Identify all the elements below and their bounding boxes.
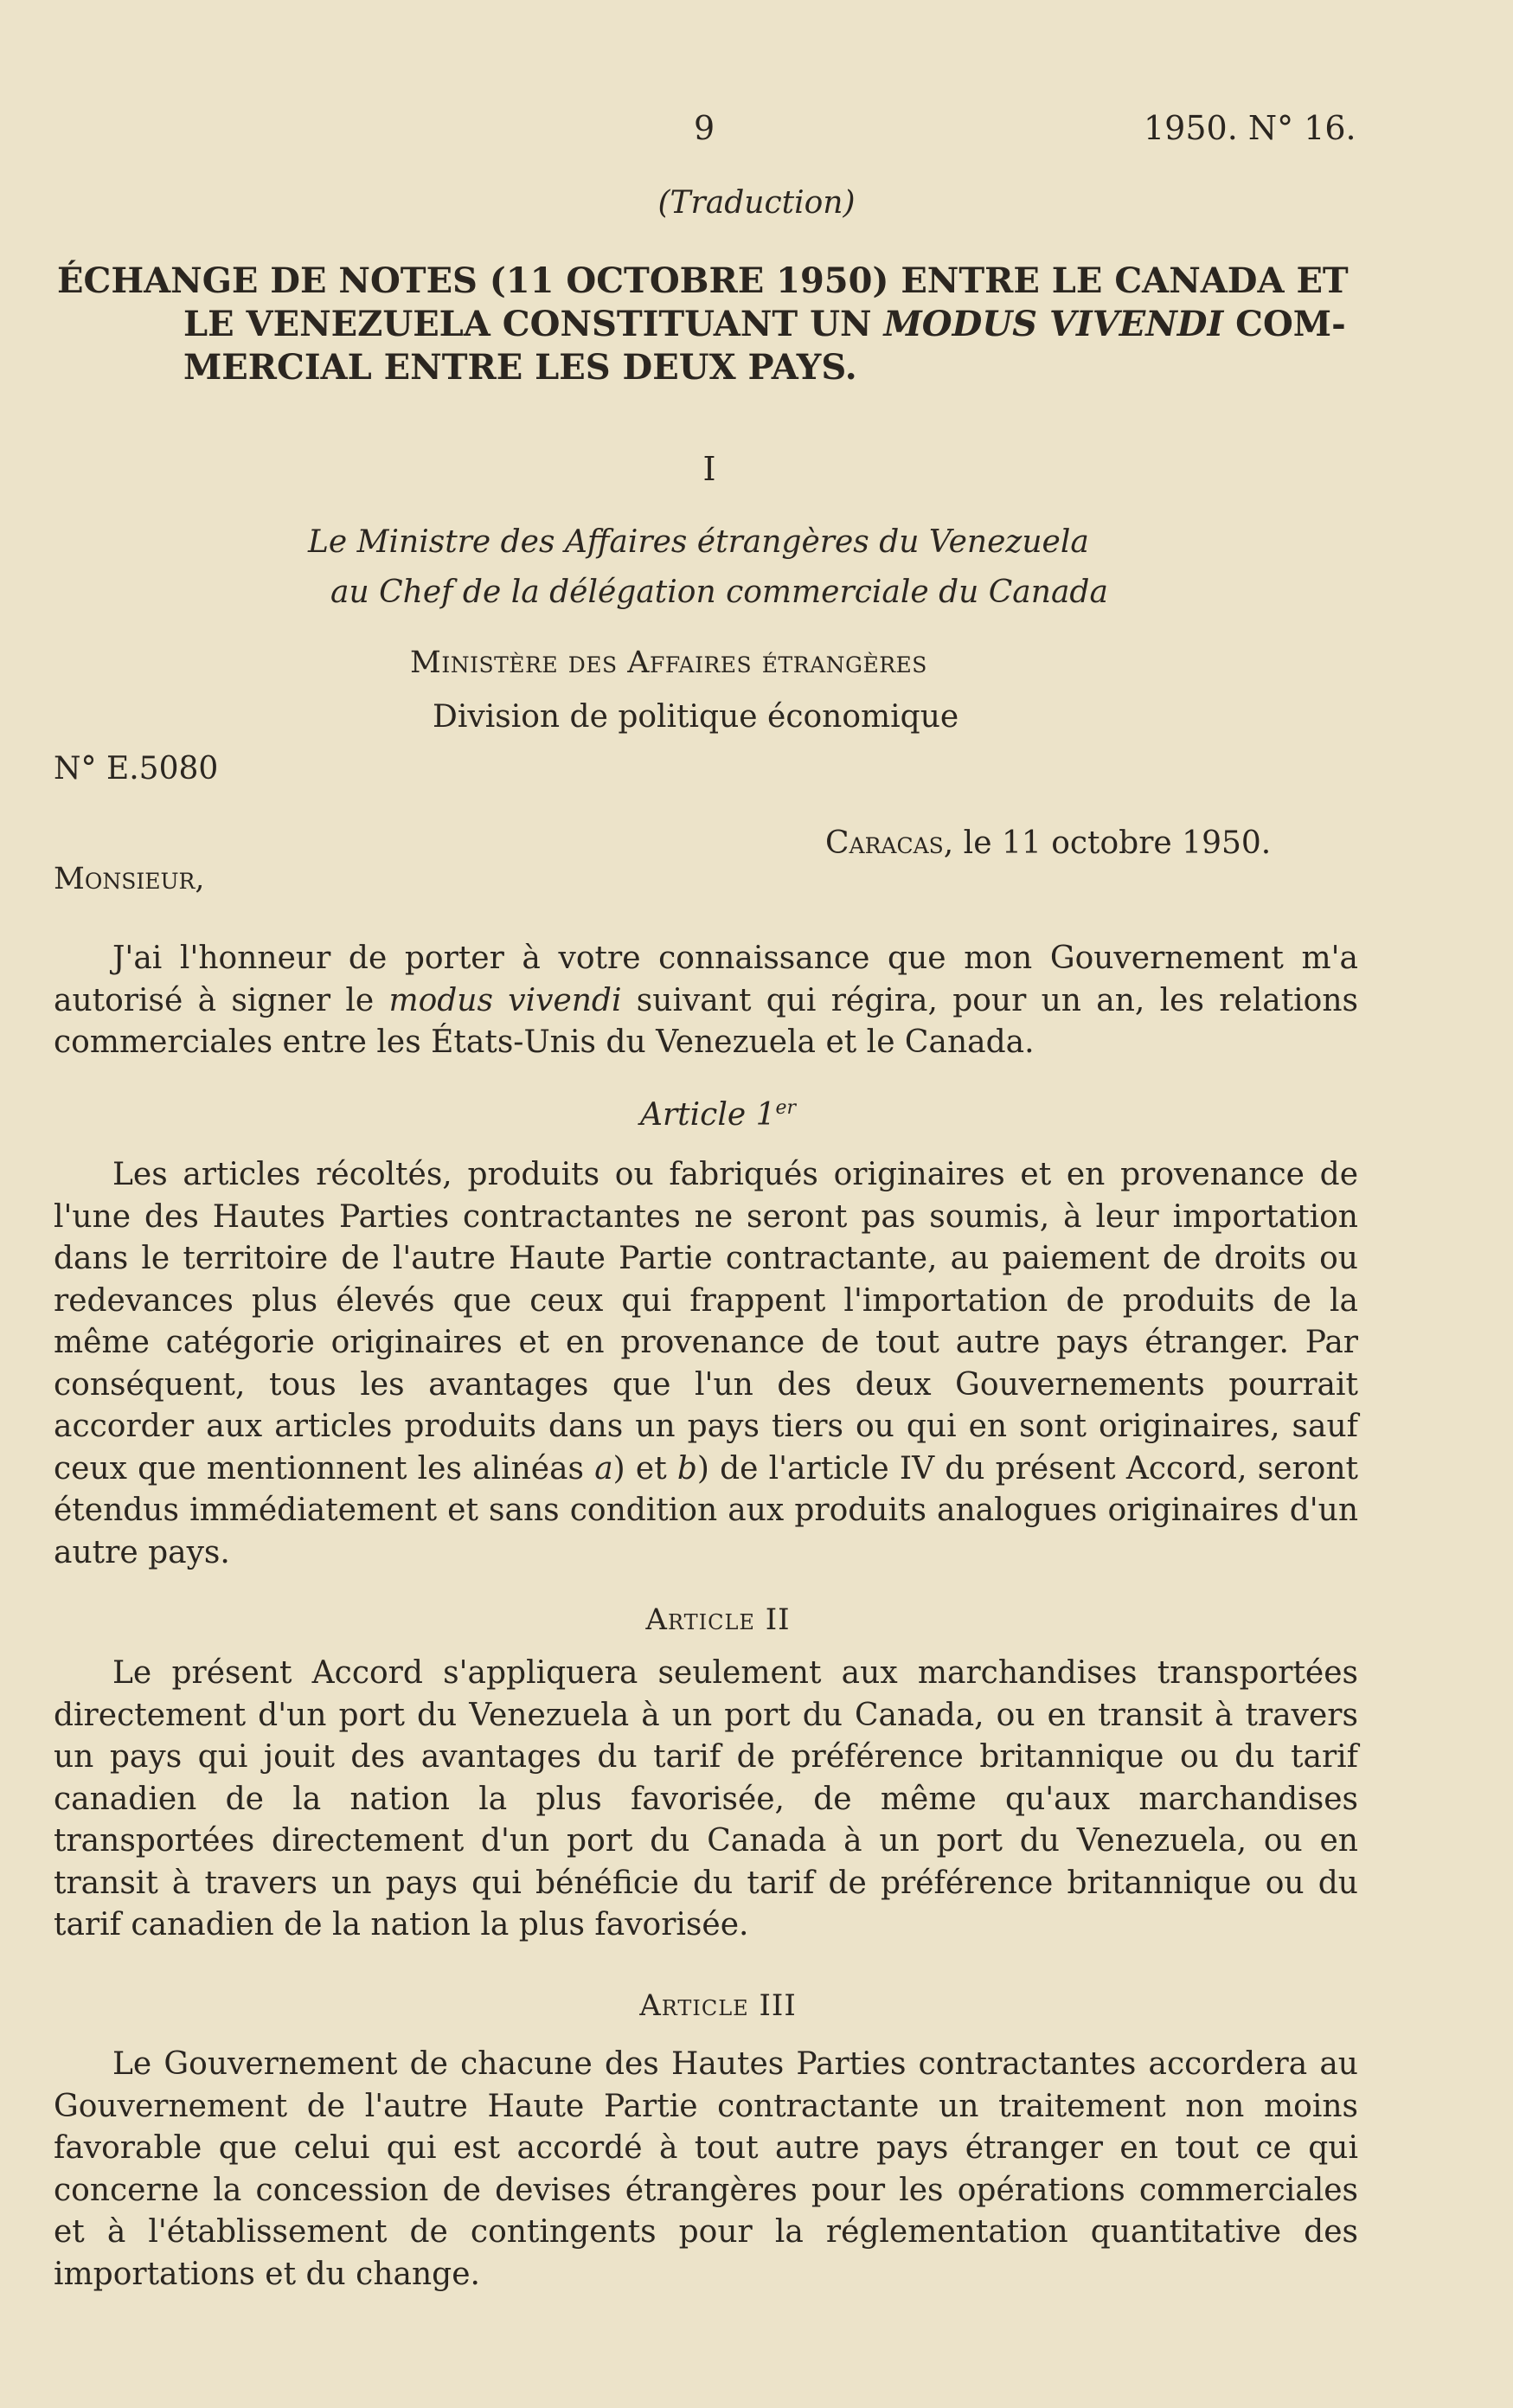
document-number: 1950. N° 16. (1144, 109, 1356, 147)
article-1-alinea-a: a (594, 1450, 613, 1487)
title-modus-vivendi: MODUS VIVENDI (883, 304, 1224, 344)
document-title (57, 260, 1372, 389)
place: Caracas (825, 825, 944, 861)
article-1-heading (0, 1097, 1436, 1133)
intro-text-post: suivant qui régira, pour un an, les relations commerciales entre les États-Unis du Venezuela et le Canada. (54, 982, 1359, 1060)
title-line-2-post: COM- (1223, 304, 1346, 344)
article-1-alinea-b: b (676, 1450, 697, 1487)
title-line-2 (57, 303, 1372, 346)
intro-paragraph (54, 938, 1358, 1064)
article-1-text-pre: Les articles récoltés, produits ou fabriqués originaires et en provenance de l'une des Hautes Parties contractantes ne seront pas soumis, à leur importation dans le territoire de l'autre Haute Partie contractante, au paiement de droits ou redevances plus élevés que ceux qui frappent l'importation de produits de la même catégorie originaires et en provenance de tout autre pays étranger. Par conséquent, tous les avantages que l'un des deux Gouvernements pourrait accorder aux articles produits dans un pays tiers ou qui en sont originaires, sauf ceux que mentionnent les alinéas (54, 1157, 1358, 1487)
date: , le 11 octobre 1950. (943, 825, 1272, 861)
article-1-heading-text: Article 1 (639, 1097, 776, 1133)
article-1-text (54, 1154, 1358, 1574)
translation-note: (Traduction) (657, 185, 856, 221)
article-2-text: Le présent Accord s'appliquera seulement aux marchandises transportées directement d'un port du Venezuela à un port du Canada, ou en transit à travers un pays qui jouit des avantages du tarif de préférence britannique ou du tarif canadien de la nation la plus favorisée, de même qu'aux marchandises transportées directement d'un port du Canada à un port du Venezuela, ou en transit à travers un pays qui bénéficie du tarif de préférence britannique ou du tarif canadien de la nation la plus favorisée. (54, 1655, 1358, 1942)
article-1-heading-sup: er (775, 1097, 797, 1119)
intro-modus-vivendi: modus vivendi (388, 982, 622, 1018)
title-line-3: MERCIAL ENTRE LES DEUX PAYS. (183, 347, 857, 388)
article-3-heading: Article III (639, 1988, 797, 2023)
article-1-text-mid: ) et (612, 1450, 677, 1487)
running-head (0, 109, 1513, 161)
article-3-text: Le Gouvernement de chacune des Hautes Parties contractantes accordera au Gouvernement de l'autre Haute Partie contractante un traitement non moins favorable que celui qui est accordé à tout autre pays étranger en tout ce qui concerne la concession de devises étrangères pour les opérations commerciales et à l'établissement de contingents pour la réglementation quantitative des importations et du change. (54, 2046, 1358, 2292)
title-line-1: ÉCHANGE DE NOTES (11 OCTOBRE 1950) ENTRE LE CANADA ET (57, 260, 1349, 301)
article-1-text-post: ) de l'article IV du présent Accord, seront étendus immédiatement et sans condition aux produits analogues originaires d'un autre pays. (54, 1450, 1359, 1570)
addressee-from: Le Ministre des Affaires étrangères du Venezuela (308, 524, 1089, 560)
letterhead-division: Division de politique économique (433, 699, 959, 735)
page-number: 9 (694, 109, 715, 147)
letterhead-ministry: Ministère des Affaires étrangères (410, 645, 927, 680)
article-2-heading: Article II (645, 1602, 791, 1637)
intro-text-pre: J'ai l'honneur de porter à votre connaissance que mon Gouvernement m'a autorisé à signer le (54, 941, 1358, 1018)
addressee-to: au Chef de la délégation commerciale du Canada (330, 575, 1108, 610)
reference-number: N° E.5080 (54, 751, 219, 787)
addressee-block (308, 517, 1108, 618)
salutation: Monsieur, (54, 862, 205, 896)
section-numeral: I (702, 450, 716, 488)
place-date (825, 825, 1271, 861)
title-line-2-pre: LE VENEZUELA CONSTITUANT UN (183, 304, 884, 344)
